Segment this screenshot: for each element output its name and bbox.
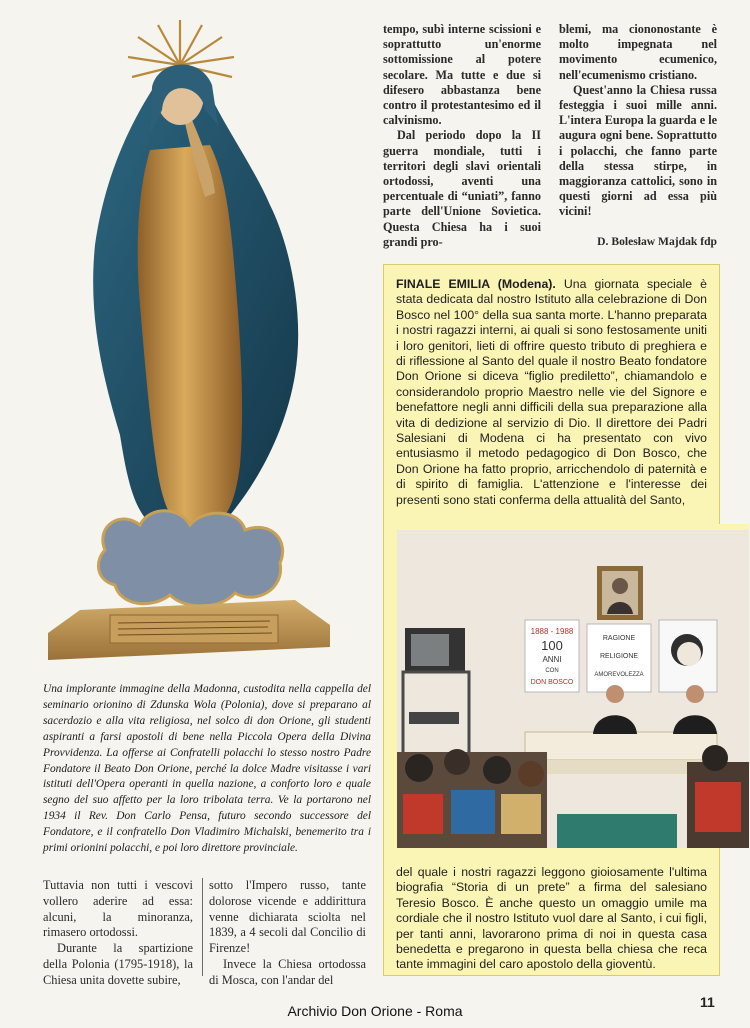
clouds bbox=[98, 511, 282, 606]
poster-word: RELIGIONE bbox=[599, 653, 639, 660]
poster-count: 100 bbox=[541, 638, 563, 653]
speaker-head bbox=[606, 685, 624, 703]
paragraph: Quest'anno la Chiesa russa festeggia i suoi mille anni. L'intera Europa la guarda e le augura ogni bene. Soprattutto i polacchi, che fanno parte della stessa stirpe, in maggioranza cattolici, sono in questi giorni ad essa più vicini! bbox=[559, 82, 717, 219]
author-signature: D. Bolesław Majdak fdp bbox=[597, 234, 717, 248]
head-table bbox=[525, 732, 717, 760]
news-text-top bbox=[396, 277, 707, 508]
column-top-middle bbox=[383, 22, 541, 250]
poster-anni: ANNI bbox=[542, 655, 562, 664]
speaker-head bbox=[686, 685, 704, 703]
column-top-right bbox=[559, 22, 717, 249]
statue-photo bbox=[40, 15, 340, 665]
archive-label: Archivio Don Orione - Roma bbox=[287, 1003, 463, 1019]
poster-name: DON BOSCO bbox=[530, 679, 574, 686]
event-photo bbox=[397, 524, 749, 848]
paragraph: Invece la Chiesa ortodossa di Mosca, con l'andar del bbox=[209, 956, 366, 987]
paragraph: sotto l'Impero russo, tante dolorose vicende e addirittura venne dichiarata sciolta nel 1839, a 4 secoli dal Concilio di Firenze! bbox=[209, 878, 366, 956]
poster-word: RAGIONE bbox=[602, 635, 636, 642]
poster-years: 1888 - 1988 bbox=[530, 627, 574, 636]
paragraph: blemi, ma ciononostante è molto impegnata nel movimento ecumenico, nell'ecumenismo cristiano. bbox=[559, 22, 717, 82]
paragraph: Durante la spartizione della Polonia (1795-1918), la Chiesa unita dovette subire, bbox=[43, 941, 193, 987]
poster-word: AMOREVOLEZZA bbox=[594, 672, 644, 678]
news-body-bottom: del quale i nostri ragazzi leggono gioiosamente l'ultima biografia “Storia di un prete” a firma del salesiano Teresio Bosco. È anche questo un omaggio umile ma cordiale che il nostro Istituto vuol dare al Santo, i cui figli, per tanti anni, lavorarono prima di noi in questa casa benedetta e pregarono in questa bella chiesa che reca tante immagini del caro apostolo della gioventù. bbox=[396, 865, 707, 972]
column-bottom-left bbox=[43, 878, 193, 989]
paragraph: Dal periodo dopo la II guerra mondiale, tutti i territori degli slavi orientali ortodossi, aventi una percentuale di “uniati”, fanno parte dell'Unione Sovietica. Questa Chiesa ha i suoi grandi pro- bbox=[383, 128, 541, 249]
page-number: 11 bbox=[700, 994, 715, 1010]
news-body-top: Una giornata speciale è stata dedicata dal nostro Istituto alla celebrazione di Don Bosco nel 100° della sua santa morte. L'hanno preparata i nostri ragazzi interni, ai quali si sono festosamente uniti i loro genitori, lieti di offrire questo tributo di preghiera e di riflessione al Santo del quale il nostro Beato fondatore Don Orione si diceva “figlio prediletto”, chiamandolo e considerandolo proprio Maestro nelle vie del Signore e benefattore negli anni difficili della sua preparazione alla vita di dedizione al servizio di Dio. Il direttore dei Padri Salesiani di Modena ci ha presentato con vivo entusiasmo il metodo pedagogico di Don Bosco, che Don Orione ha fatto proprio, arricchendolo di paternità e di spirito di famiglia. L'attenzione e l'interesse dei presenti sono stati conferma della attualità del Santo, bbox=[396, 277, 708, 507]
poster-con: CON bbox=[545, 668, 559, 674]
paragraph: tempo, subì interne scissioni e soprattutto un'enorme sottomissione al potere secolare. Ma tutte e due si difesero abbastanza bene contro il protestantesimo ed il calvinismo. bbox=[383, 22, 541, 128]
paragraph: Tuttavia non tutti i vescovi vollero aderire ad essa: alcuni, la minoranza, rimasero ortodossi. bbox=[43, 878, 193, 940]
news-headline: FINALE EMILIA (Modena). bbox=[396, 277, 556, 291]
column-bottom-middle bbox=[209, 878, 366, 989]
column-divider bbox=[202, 878, 203, 976]
figure-caption: Una implorante immagine della Madonna, custodita nella cappella del seminario orionino di Zdunska Wola (Polonia), dove si preparano al sacerdozio e alla vita religiosa, nel solco di don Orione, gli studenti aspiranti a farsi apostoli di bene nella Piccola Opera della Divina Provvidenza. La offerse ai Confratelli polacchi lo stesso nostro Padre Fondatore il Beato Don Orione, perché la dolce Madre visitasse i vari istituti dell'Opera operanti in quella nazione, a conforto loro e quale segno del suo affetto per la loro tribolata terra. Ve la portarono nel 1934 il Rev. Don Carlo Pensa, futuro secondo successore del Fondatore, e il confratello Don Vladimiro Michalski, benemerito tra i primi orionini polacchi, e poi loro direttore provinciale. bbox=[43, 683, 371, 855]
